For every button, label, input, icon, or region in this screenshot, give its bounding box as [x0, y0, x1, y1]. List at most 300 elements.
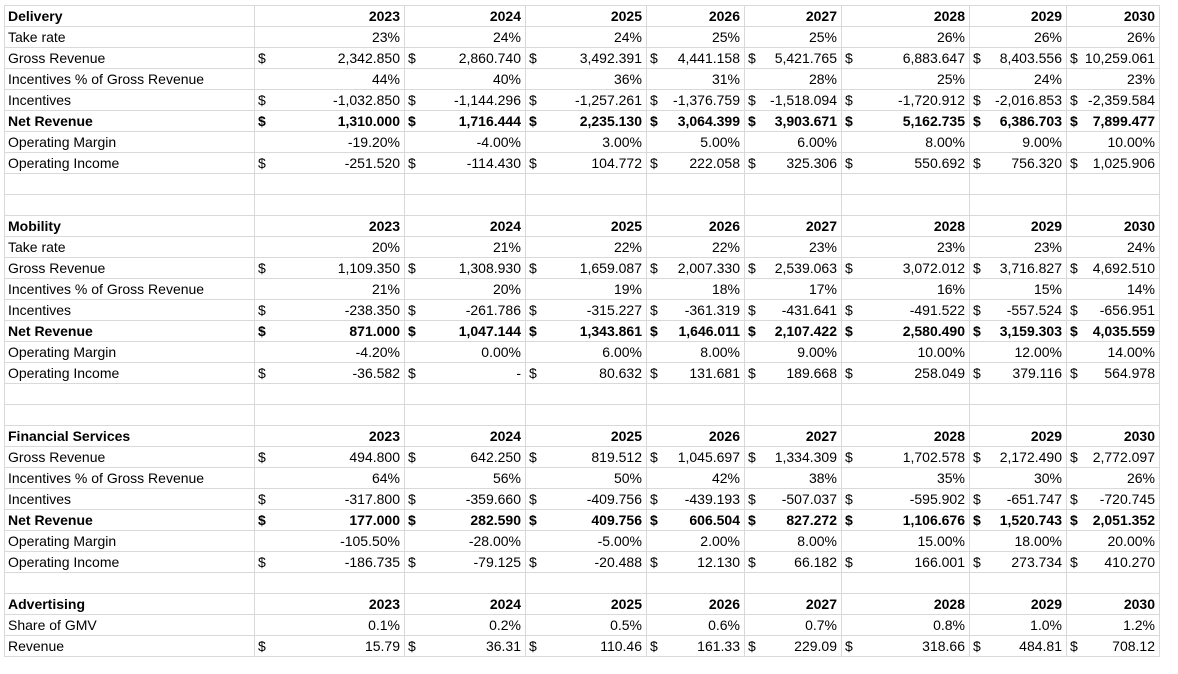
value-cell[interactable] [970, 447, 1067, 468]
value-cell[interactable]: 22% [526, 237, 647, 258]
value-cell[interactable] [405, 363, 526, 384]
year-header-cell[interactable]: 2028 [842, 216, 970, 237]
year-header-cell[interactable]: 2029 [970, 426, 1067, 447]
empty-cell[interactable] [405, 384, 526, 405]
value-cell[interactable]: 25% [647, 27, 745, 48]
value-cell[interactable] [842, 321, 970, 342]
value-cell[interactable] [647, 111, 745, 132]
value-cell[interactable] [647, 153, 745, 174]
empty-cell[interactable] [745, 384, 842, 405]
year-header-cell[interactable]: 2027 [745, 594, 842, 615]
currency-symbol: $ [1070, 554, 1078, 570]
year-header-cell[interactable]: 2030 [1067, 426, 1160, 447]
year-header-cell[interactable]: 2023 [255, 216, 405, 237]
value-cell[interactable] [970, 321, 1067, 342]
value-cell[interactable] [1067, 153, 1160, 174]
empty-cell[interactable] [1067, 195, 1160, 216]
empty-cell[interactable] [255, 405, 405, 426]
value-cell[interactable] [647, 90, 745, 111]
value-cell[interactable]: 2.00% [647, 531, 745, 552]
value-cell[interactable]: 23% [745, 237, 842, 258]
value-cell[interactable] [1067, 321, 1160, 342]
value-cell[interactable] [970, 258, 1067, 279]
value-cell[interactable] [255, 447, 405, 468]
value-cell[interactable] [647, 363, 745, 384]
value-cell[interactable] [1067, 552, 1160, 573]
value-cell[interactable] [970, 300, 1067, 321]
cell-value: 1,106.676 [902, 512, 965, 528]
empty-cell[interactable] [405, 195, 526, 216]
value-cell[interactable] [842, 48, 970, 69]
year-header-cell[interactable]: 2028 [842, 426, 970, 447]
currency-symbol: $ [1070, 512, 1078, 528]
value-cell[interactable] [526, 636, 647, 657]
empty-cell[interactable] [526, 384, 647, 405]
value-cell[interactable] [842, 447, 970, 468]
value-cell[interactable]: 9.00% [970, 132, 1067, 153]
value-cell[interactable] [1067, 48, 1160, 69]
value-cell[interactable] [526, 321, 647, 342]
value-cell[interactable]: 26% [1067, 468, 1160, 489]
row-label[interactable]: Incentives [5, 489, 255, 510]
value-cell[interactable]: 23% [1067, 69, 1160, 90]
empty-cell[interactable] [745, 573, 842, 594]
value-cell[interactable]: 10.00% [1067, 132, 1160, 153]
row-label[interactable]: Share of GMV [5, 615, 255, 636]
row-label[interactable]: Operating Margin [5, 132, 255, 153]
value-cell[interactable]: 0.1% [255, 615, 405, 636]
value-cell[interactable] [745, 111, 842, 132]
value-cell[interactable]: 50% [526, 468, 647, 489]
value-cell[interactable] [745, 489, 842, 510]
currency-symbol: $ [748, 449, 756, 465]
value-cell[interactable]: 64% [255, 468, 405, 489]
value-cell[interactable] [255, 510, 405, 531]
empty-cell[interactable] [970, 195, 1067, 216]
value-cell[interactable] [1067, 90, 1160, 111]
cell-value: 1,025.906 [1092, 155, 1155, 171]
value-cell[interactable]: 21% [405, 237, 526, 258]
value-cell[interactable] [842, 153, 970, 174]
value-cell[interactable]: -105.50% [255, 531, 405, 552]
value-cell[interactable] [970, 636, 1067, 657]
value-cell[interactable] [255, 363, 405, 384]
year-header-cell[interactable]: 2027 [745, 6, 842, 27]
empty-cell[interactable] [1067, 573, 1160, 594]
value-cell[interactable] [970, 489, 1067, 510]
currency-symbol: $ [408, 260, 416, 276]
value-cell[interactable] [745, 447, 842, 468]
empty-cell[interactable] [526, 573, 647, 594]
currency-symbol: $ [408, 554, 416, 570]
value-cell[interactable]: 26% [842, 27, 970, 48]
year-header-cell[interactable]: 2023 [255, 594, 405, 615]
value-cell[interactable] [842, 90, 970, 111]
value-cell[interactable]: 24% [970, 69, 1067, 90]
value-cell[interactable] [842, 111, 970, 132]
value-cell[interactable]: 0.7% [745, 615, 842, 636]
value-cell[interactable] [745, 90, 842, 111]
row-label[interactable]: Gross Revenue [5, 48, 255, 69]
value-cell[interactable] [405, 510, 526, 531]
empty-cell[interactable] [745, 174, 842, 195]
year-header-cell[interactable]: 2028 [842, 594, 970, 615]
value-cell[interactable]: 8.00% [647, 342, 745, 363]
empty-cell[interactable] [647, 195, 745, 216]
year-header-cell[interactable]: 2025 [526, 426, 647, 447]
empty-cell[interactable] [5, 573, 255, 594]
value-cell[interactable] [647, 552, 745, 573]
currency-symbol: $ [408, 113, 416, 129]
value-cell[interactable]: 38% [745, 468, 842, 489]
value-cell[interactable]: 22% [647, 237, 745, 258]
row-label[interactable]: Operating Income [5, 153, 255, 174]
value-cell[interactable] [255, 636, 405, 657]
section-title[interactable]: Mobility [5, 216, 255, 237]
value-cell[interactable]: 23% [255, 27, 405, 48]
year-header-cell[interactable]: 2029 [970, 6, 1067, 27]
empty-row [5, 405, 1160, 426]
value-cell[interactable] [745, 363, 842, 384]
value-cell[interactable]: 12.00% [970, 342, 1067, 363]
value-cell[interactable] [1067, 300, 1160, 321]
empty-cell[interactable] [1067, 405, 1160, 426]
empty-cell[interactable] [842, 174, 970, 195]
value-cell[interactable] [842, 510, 970, 531]
value-cell[interactable]: 23% [970, 237, 1067, 258]
value-cell[interactable] [842, 636, 970, 657]
empty-cell[interactable] [5, 384, 255, 405]
year-header-cell[interactable]: 2024 [405, 216, 526, 237]
year-header-cell[interactable]: 2026 [647, 426, 745, 447]
empty-cell[interactable] [1067, 174, 1160, 195]
value-cell[interactable]: 36% [526, 69, 647, 90]
value-cell[interactable]: -28.00% [405, 531, 526, 552]
empty-cell[interactable] [255, 174, 405, 195]
year-header-cell[interactable]: 2028 [842, 6, 970, 27]
value-cell[interactable] [1067, 636, 1160, 657]
year-header-cell[interactable]: 2024 [405, 594, 526, 615]
row-label[interactable]: Net Revenue [5, 510, 255, 531]
value-cell[interactable]: 20% [255, 237, 405, 258]
value-cell[interactable]: 8.00% [745, 531, 842, 552]
currency-symbol: $ [973, 554, 981, 570]
year-header-cell[interactable]: 2025 [526, 216, 647, 237]
value-cell[interactable]: 35% [842, 468, 970, 489]
value-cell[interactable] [526, 111, 647, 132]
value-cell[interactable] [647, 48, 745, 69]
row-label[interactable]: Incentives % of Gross Revenue [5, 468, 255, 489]
value-cell[interactable] [255, 552, 405, 573]
value-cell[interactable]: -4.00% [405, 132, 526, 153]
value-cell[interactable] [255, 300, 405, 321]
value-cell[interactable]: 0.5% [526, 615, 647, 636]
value-cell[interactable] [647, 636, 745, 657]
value-cell[interactable] [405, 258, 526, 279]
row-label[interactable]: Net Revenue [5, 111, 255, 132]
value-cell[interactable]: 6.00% [745, 132, 842, 153]
value-cell[interactable]: 42% [647, 468, 745, 489]
value-cell[interactable]: 25% [842, 69, 970, 90]
row-label[interactable]: Gross Revenue [5, 258, 255, 279]
year-header-cell[interactable]: 2025 [526, 6, 647, 27]
value-cell[interactable] [842, 258, 970, 279]
value-cell[interactable] [526, 552, 647, 573]
value-cell[interactable] [970, 363, 1067, 384]
value-cell[interactable] [842, 300, 970, 321]
empty-cell[interactable] [842, 384, 970, 405]
value-cell[interactable]: 3.00% [526, 132, 647, 153]
currency-symbol: $ [748, 50, 756, 66]
year-header-cell[interactable]: 2026 [647, 594, 745, 615]
year-header-cell[interactable]: 2026 [647, 216, 745, 237]
empty-cell[interactable] [842, 195, 970, 216]
value-cell[interactable]: 18.00% [970, 531, 1067, 552]
empty-cell[interactable] [5, 174, 255, 195]
currency-symbol: $ [650, 323, 658, 339]
value-cell[interactable] [405, 447, 526, 468]
value-cell[interactable] [842, 363, 970, 384]
row-label[interactable]: Net Revenue [5, 321, 255, 342]
empty-row [5, 573, 1160, 594]
row-label[interactable]: Gross Revenue [5, 447, 255, 468]
value-cell[interactable]: 24% [1067, 237, 1160, 258]
empty-cell[interactable] [970, 573, 1067, 594]
currency-symbol: $ [845, 92, 853, 108]
table-row [5, 510, 1160, 531]
value-cell[interactable]: 30% [970, 468, 1067, 489]
value-cell[interactable] [745, 321, 842, 342]
empty-cell[interactable] [970, 384, 1067, 405]
year-header-cell[interactable]: 2024 [405, 6, 526, 27]
value-cell[interactable] [526, 447, 647, 468]
value-cell[interactable] [745, 552, 842, 573]
value-cell[interactable] [405, 111, 526, 132]
value-cell[interactable]: 0.2% [405, 615, 526, 636]
row-label[interactable]: Incentives [5, 90, 255, 111]
value-cell[interactable] [745, 258, 842, 279]
row-label[interactable]: Operating Margin [5, 342, 255, 363]
value-cell[interactable]: 17% [745, 279, 842, 300]
value-cell[interactable]: 26% [1067, 27, 1160, 48]
year-header-cell[interactable]: 2024 [405, 426, 526, 447]
value-cell[interactable]: 6.00% [526, 342, 647, 363]
year-header-cell[interactable]: 2025 [526, 594, 647, 615]
value-cell[interactable] [526, 510, 647, 531]
value-cell[interactable] [647, 321, 745, 342]
empty-cell[interactable] [647, 174, 745, 195]
empty-cell[interactable] [647, 405, 745, 426]
value-cell[interactable] [405, 636, 526, 657]
year-header-cell[interactable]: 2030 [1067, 6, 1160, 27]
empty-cell[interactable] [526, 195, 647, 216]
value-cell[interactable]: -4.20% [255, 342, 405, 363]
empty-cell[interactable] [255, 384, 405, 405]
empty-cell[interactable] [526, 174, 647, 195]
currency-symbol: $ [258, 260, 266, 276]
value-cell[interactable] [255, 90, 405, 111]
year-header-cell[interactable]: 2029 [970, 216, 1067, 237]
year-header-cell[interactable]: 2030 [1067, 216, 1160, 237]
value-cell[interactable]: 1.0% [970, 615, 1067, 636]
value-cell[interactable]: 20.00% [1067, 531, 1160, 552]
empty-cell[interactable] [970, 174, 1067, 195]
empty-cell[interactable] [255, 573, 405, 594]
empty-cell[interactable] [745, 195, 842, 216]
empty-cell[interactable] [526, 405, 647, 426]
value-cell[interactable] [970, 552, 1067, 573]
value-cell[interactable]: 16% [842, 279, 970, 300]
value-cell[interactable]: 19% [526, 279, 647, 300]
empty-cell[interactable] [405, 573, 526, 594]
value-cell[interactable] [647, 447, 745, 468]
value-cell[interactable] [745, 510, 842, 531]
year-header-cell[interactable]: 2029 [970, 594, 1067, 615]
row-label[interactable]: Incentives % of Gross Revenue [5, 279, 255, 300]
empty-cell[interactable] [842, 405, 970, 426]
value-cell[interactable] [745, 300, 842, 321]
value-cell[interactable]: 40% [405, 69, 526, 90]
year-header-cell[interactable]: 2023 [255, 6, 405, 27]
value-cell[interactable] [255, 153, 405, 174]
value-cell[interactable] [255, 111, 405, 132]
currency-symbol: $ [845, 512, 853, 528]
value-cell[interactable] [970, 48, 1067, 69]
section-title[interactable]: Advertising [5, 594, 255, 615]
section-title[interactable]: Delivery [5, 6, 255, 27]
value-cell[interactable] [970, 111, 1067, 132]
row-label[interactable]: Operating Income [5, 552, 255, 573]
value-cell[interactable] [255, 489, 405, 510]
value-cell[interactable] [1067, 363, 1160, 384]
value-cell[interactable]: 14% [1067, 279, 1160, 300]
value-cell[interactable] [647, 489, 745, 510]
value-cell[interactable]: 24% [405, 27, 526, 48]
value-cell[interactable]: 23% [842, 237, 970, 258]
empty-cell[interactable] [255, 195, 405, 216]
empty-cell[interactable] [745, 405, 842, 426]
value-cell[interactable] [526, 90, 647, 111]
value-cell[interactable] [526, 153, 647, 174]
value-cell[interactable]: 31% [647, 69, 745, 90]
empty-cell[interactable] [405, 174, 526, 195]
row-label[interactable]: Operating Income [5, 363, 255, 384]
cell-value: 222.058 [689, 155, 740, 171]
value-cell[interactable] [255, 258, 405, 279]
value-cell[interactable]: 0.8% [842, 615, 970, 636]
value-cell[interactable] [405, 90, 526, 111]
row-label[interactable]: Take rate [5, 27, 255, 48]
cell-value: 12.130 [697, 554, 740, 570]
value-cell[interactable] [1067, 111, 1160, 132]
value-cell[interactable]: 25% [745, 27, 842, 48]
value-cell[interactable] [255, 321, 405, 342]
year-header-cell[interactable]: 2023 [255, 426, 405, 447]
year-header-cell[interactable]: 2026 [647, 6, 745, 27]
value-cell[interactable] [526, 300, 647, 321]
empty-cell[interactable] [1067, 384, 1160, 405]
empty-cell[interactable] [970, 405, 1067, 426]
value-cell[interactable] [526, 363, 647, 384]
row-label[interactable]: Incentives [5, 300, 255, 321]
value-cell[interactable]: -5.00% [526, 531, 647, 552]
value-cell[interactable]: 9.00% [745, 342, 842, 363]
empty-cell[interactable] [647, 384, 745, 405]
currency-symbol: $ [650, 155, 658, 171]
value-cell[interactable] [970, 153, 1067, 174]
year-header-cell[interactable]: 2027 [745, 216, 842, 237]
value-cell[interactable] [970, 90, 1067, 111]
value-cell[interactable] [526, 258, 647, 279]
value-cell[interactable]: 10.00% [842, 342, 970, 363]
row-label[interactable]: Operating Margin [5, 531, 255, 552]
value-cell[interactable] [1067, 258, 1160, 279]
value-cell[interactable] [405, 300, 526, 321]
value-cell[interactable] [842, 489, 970, 510]
empty-cell[interactable] [5, 195, 255, 216]
value-cell[interactable]: -19.20% [255, 132, 405, 153]
value-cell[interactable] [405, 153, 526, 174]
value-cell[interactable]: 28% [745, 69, 842, 90]
value-cell[interactable]: 15.00% [842, 531, 970, 552]
value-cell[interactable]: 24% [526, 27, 647, 48]
value-cell[interactable] [745, 153, 842, 174]
value-cell[interactable] [1067, 447, 1160, 468]
row-label[interactable]: Incentives % of Gross Revenue [5, 69, 255, 90]
row-label[interactable]: Take rate [5, 237, 255, 258]
row-label[interactable]: Revenue [5, 636, 255, 657]
value-cell[interactable] [842, 552, 970, 573]
value-cell[interactable] [405, 552, 526, 573]
value-cell[interactable]: 44% [255, 69, 405, 90]
value-cell[interactable]: 0.00% [405, 342, 526, 363]
value-cell[interactable]: 8.00% [842, 132, 970, 153]
value-cell[interactable] [526, 48, 647, 69]
value-cell[interactable]: 1.2% [1067, 615, 1160, 636]
empty-cell[interactable] [647, 573, 745, 594]
value-cell[interactable] [647, 300, 745, 321]
value-cell[interactable]: 20% [405, 279, 526, 300]
value-cell[interactable] [405, 489, 526, 510]
value-cell[interactable] [526, 489, 647, 510]
section-title[interactable]: Financial Services [5, 426, 255, 447]
value-cell[interactable]: 21% [255, 279, 405, 300]
value-cell[interactable] [970, 510, 1067, 531]
value-cell[interactable]: 56% [405, 468, 526, 489]
empty-cell[interactable] [405, 405, 526, 426]
value-cell[interactable]: 15% [970, 279, 1067, 300]
value-cell[interactable] [1067, 510, 1160, 531]
value-cell[interactable] [647, 258, 745, 279]
value-cell[interactable] [1067, 489, 1160, 510]
value-cell[interactable] [405, 48, 526, 69]
value-cell[interactable] [745, 636, 842, 657]
value-cell[interactable] [647, 510, 745, 531]
value-cell[interactable]: 26% [970, 27, 1067, 48]
cell-value: -595.902 [909, 491, 965, 507]
year-header-cell[interactable]: 2030 [1067, 594, 1160, 615]
empty-cell[interactable] [5, 405, 255, 426]
value-cell[interactable]: 14.00% [1067, 342, 1160, 363]
year-header-cell[interactable]: 2027 [745, 426, 842, 447]
value-cell[interactable] [745, 48, 842, 69]
value-cell[interactable]: 18% [647, 279, 745, 300]
value-cell[interactable] [405, 321, 526, 342]
empty-cell[interactable] [842, 573, 970, 594]
value-cell[interactable] [255, 48, 405, 69]
value-cell[interactable]: 0.6% [647, 615, 745, 636]
value-cell[interactable]: 5.00% [647, 132, 745, 153]
